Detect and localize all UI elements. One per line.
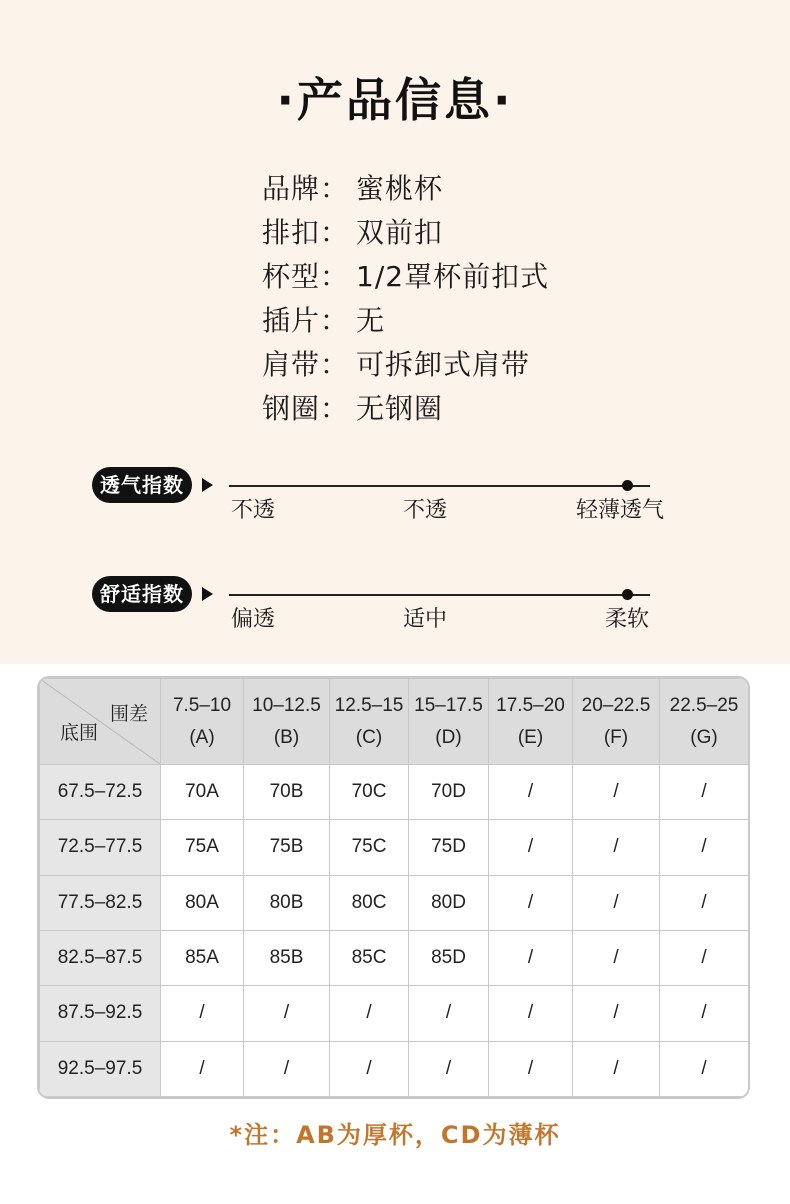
- page-title: ·产品信息·: [276, 73, 514, 127]
- info-value: 蜜桃杯: [356, 172, 444, 205]
- column-header: [489, 679, 573, 765]
- size-cell: /: [573, 875, 660, 930]
- scale-mid-label: 不透: [403, 498, 448, 523]
- scale-marker: [622, 480, 633, 491]
- column-header: [660, 679, 749, 765]
- size-cell: 70C: [330, 765, 409, 820]
- table-header-row: [40, 679, 749, 765]
- size-cell: 75A: [161, 820, 244, 875]
- size-cell: /: [244, 986, 330, 1041]
- column-cup: (D): [435, 726, 462, 748]
- info-key: 钢圈：: [262, 392, 350, 425]
- size-cell: 85D: [409, 930, 489, 985]
- column-cup: (F): [603, 726, 629, 748]
- table-row: [40, 765, 749, 820]
- column-range: 20–22.5: [581, 694, 651, 716]
- info-row-brand: [262, 167, 549, 211]
- size-cell: /: [489, 930, 573, 985]
- column-range: 10–12.5: [252, 694, 321, 716]
- column-header: [573, 679, 660, 765]
- size-cell: 80A: [161, 875, 244, 930]
- corner-top-label: 围差: [109, 704, 148, 725]
- info-value: 无: [356, 304, 386, 337]
- info-key: 杯型：: [262, 260, 350, 293]
- table-row: [40, 986, 749, 1041]
- size-cell: /: [573, 986, 660, 1041]
- column-header: [244, 679, 330, 765]
- size-cell: 75D: [409, 820, 489, 875]
- size-cell: /: [489, 1041, 573, 1096]
- breathability-label: 透气指数: [92, 467, 192, 503]
- table-row: [40, 875, 749, 930]
- scale-left-label: 偏透: [231, 607, 276, 632]
- column-range: 17.5–20: [496, 694, 565, 716]
- info-row-insert: [262, 299, 549, 343]
- info-key: 肩带：: [262, 348, 350, 381]
- scale-marker: [622, 589, 633, 600]
- size-cell: 70B: [244, 765, 330, 820]
- size-cell: /: [161, 986, 244, 1041]
- arrow-right-icon: [202, 587, 213, 601]
- corner-bottom-label: 底围: [60, 723, 99, 744]
- size-table: [39, 678, 749, 1097]
- column-cup: (A): [189, 726, 215, 748]
- size-cell: 75C: [330, 820, 409, 875]
- size-cell: /: [660, 820, 749, 875]
- size-cell: 70A: [161, 765, 244, 820]
- column-cup: (C): [355, 726, 383, 748]
- size-cell: 85C: [330, 930, 409, 985]
- info-row-underwire: [262, 387, 549, 431]
- band-size-cell: 82.5–87.5: [40, 930, 161, 985]
- size-cell: 85A: [161, 930, 244, 985]
- size-cell: /: [161, 1041, 244, 1096]
- column-range: 15–17.5: [414, 694, 483, 716]
- band-size-cell: 77.5–82.5: [40, 875, 161, 930]
- table-row: [40, 1041, 749, 1096]
- size-cell: /: [489, 820, 573, 875]
- column-header: [409, 679, 489, 765]
- size-cell: /: [660, 875, 749, 930]
- scale-left-label: 不透: [231, 498, 276, 523]
- band-size-cell: 72.5–77.5: [40, 820, 161, 875]
- column-header: [330, 679, 409, 765]
- info-key: 品牌：: [262, 172, 350, 205]
- info-row-strap: [262, 343, 549, 387]
- size-cell: 80D: [409, 875, 489, 930]
- scale-line: [229, 485, 650, 487]
- info-value: 双前扣: [356, 216, 444, 249]
- info-row-clasp: [262, 211, 549, 255]
- scale-right-label: 轻薄透气: [576, 498, 665, 523]
- band-size-cell: 92.5–97.5: [40, 1041, 161, 1096]
- column-cup: (E): [517, 726, 544, 748]
- breathability-scale: [0, 467, 790, 547]
- size-cell: 80B: [244, 875, 330, 930]
- size-cell: /: [409, 1041, 489, 1096]
- scale-line: [229, 594, 650, 596]
- info-value: 1/2罩杯前扣式: [356, 260, 550, 293]
- size-cell: /: [330, 986, 409, 1041]
- cup-note: *注：AB为厚杯，CD为薄杯: [229, 1121, 561, 1149]
- size-cell: 75B: [244, 820, 330, 875]
- size-cell: /: [330, 1041, 409, 1096]
- size-cell: /: [244, 1041, 330, 1096]
- size-cell: /: [660, 986, 749, 1041]
- table-corner-cell: [40, 679, 161, 765]
- info-value: 无钢圈: [356, 392, 444, 425]
- size-cell: /: [573, 1041, 660, 1096]
- size-cell: /: [489, 875, 573, 930]
- info-key: 插片：: [262, 304, 350, 337]
- info-value: 可拆卸式肩带: [356, 348, 531, 381]
- size-cell: /: [660, 1041, 749, 1096]
- column-cup: (B): [273, 726, 300, 748]
- info-row-cup-type: [262, 255, 549, 299]
- column-range: 12.5–15: [334, 694, 404, 716]
- size-cell: /: [489, 765, 573, 820]
- info-list: [262, 167, 549, 431]
- arrow-right-icon: [202, 478, 213, 492]
- scale-right-label: 柔软: [605, 607, 650, 632]
- band-size-cell: 87.5–92.5: [40, 986, 161, 1041]
- size-cell: /: [573, 820, 660, 875]
- info-key: 排扣：: [262, 216, 350, 249]
- size-cell: /: [573, 765, 660, 820]
- band-size-cell: 67.5–72.5: [40, 765, 161, 820]
- comfort-label: 舒适指数: [92, 576, 192, 612]
- size-cell: 80C: [330, 875, 409, 930]
- comfort-scale: [0, 576, 790, 656]
- size-cell: /: [660, 930, 749, 985]
- size-cell: /: [489, 986, 573, 1041]
- column-range: 7.5–10: [172, 694, 232, 716]
- size-cell: /: [409, 986, 489, 1041]
- table-row: [40, 930, 749, 985]
- table-row: [40, 820, 749, 875]
- size-cell: /: [573, 930, 660, 985]
- column-range: 22.5–25: [669, 694, 739, 716]
- size-chart: [37, 676, 750, 1099]
- column-cup: (G): [690, 726, 718, 748]
- scale-mid-label: 适中: [403, 607, 448, 632]
- size-cell: 85B: [244, 930, 330, 985]
- size-cell: 70D: [409, 765, 489, 820]
- column-header: [161, 679, 244, 765]
- size-cell: /: [660, 765, 749, 820]
